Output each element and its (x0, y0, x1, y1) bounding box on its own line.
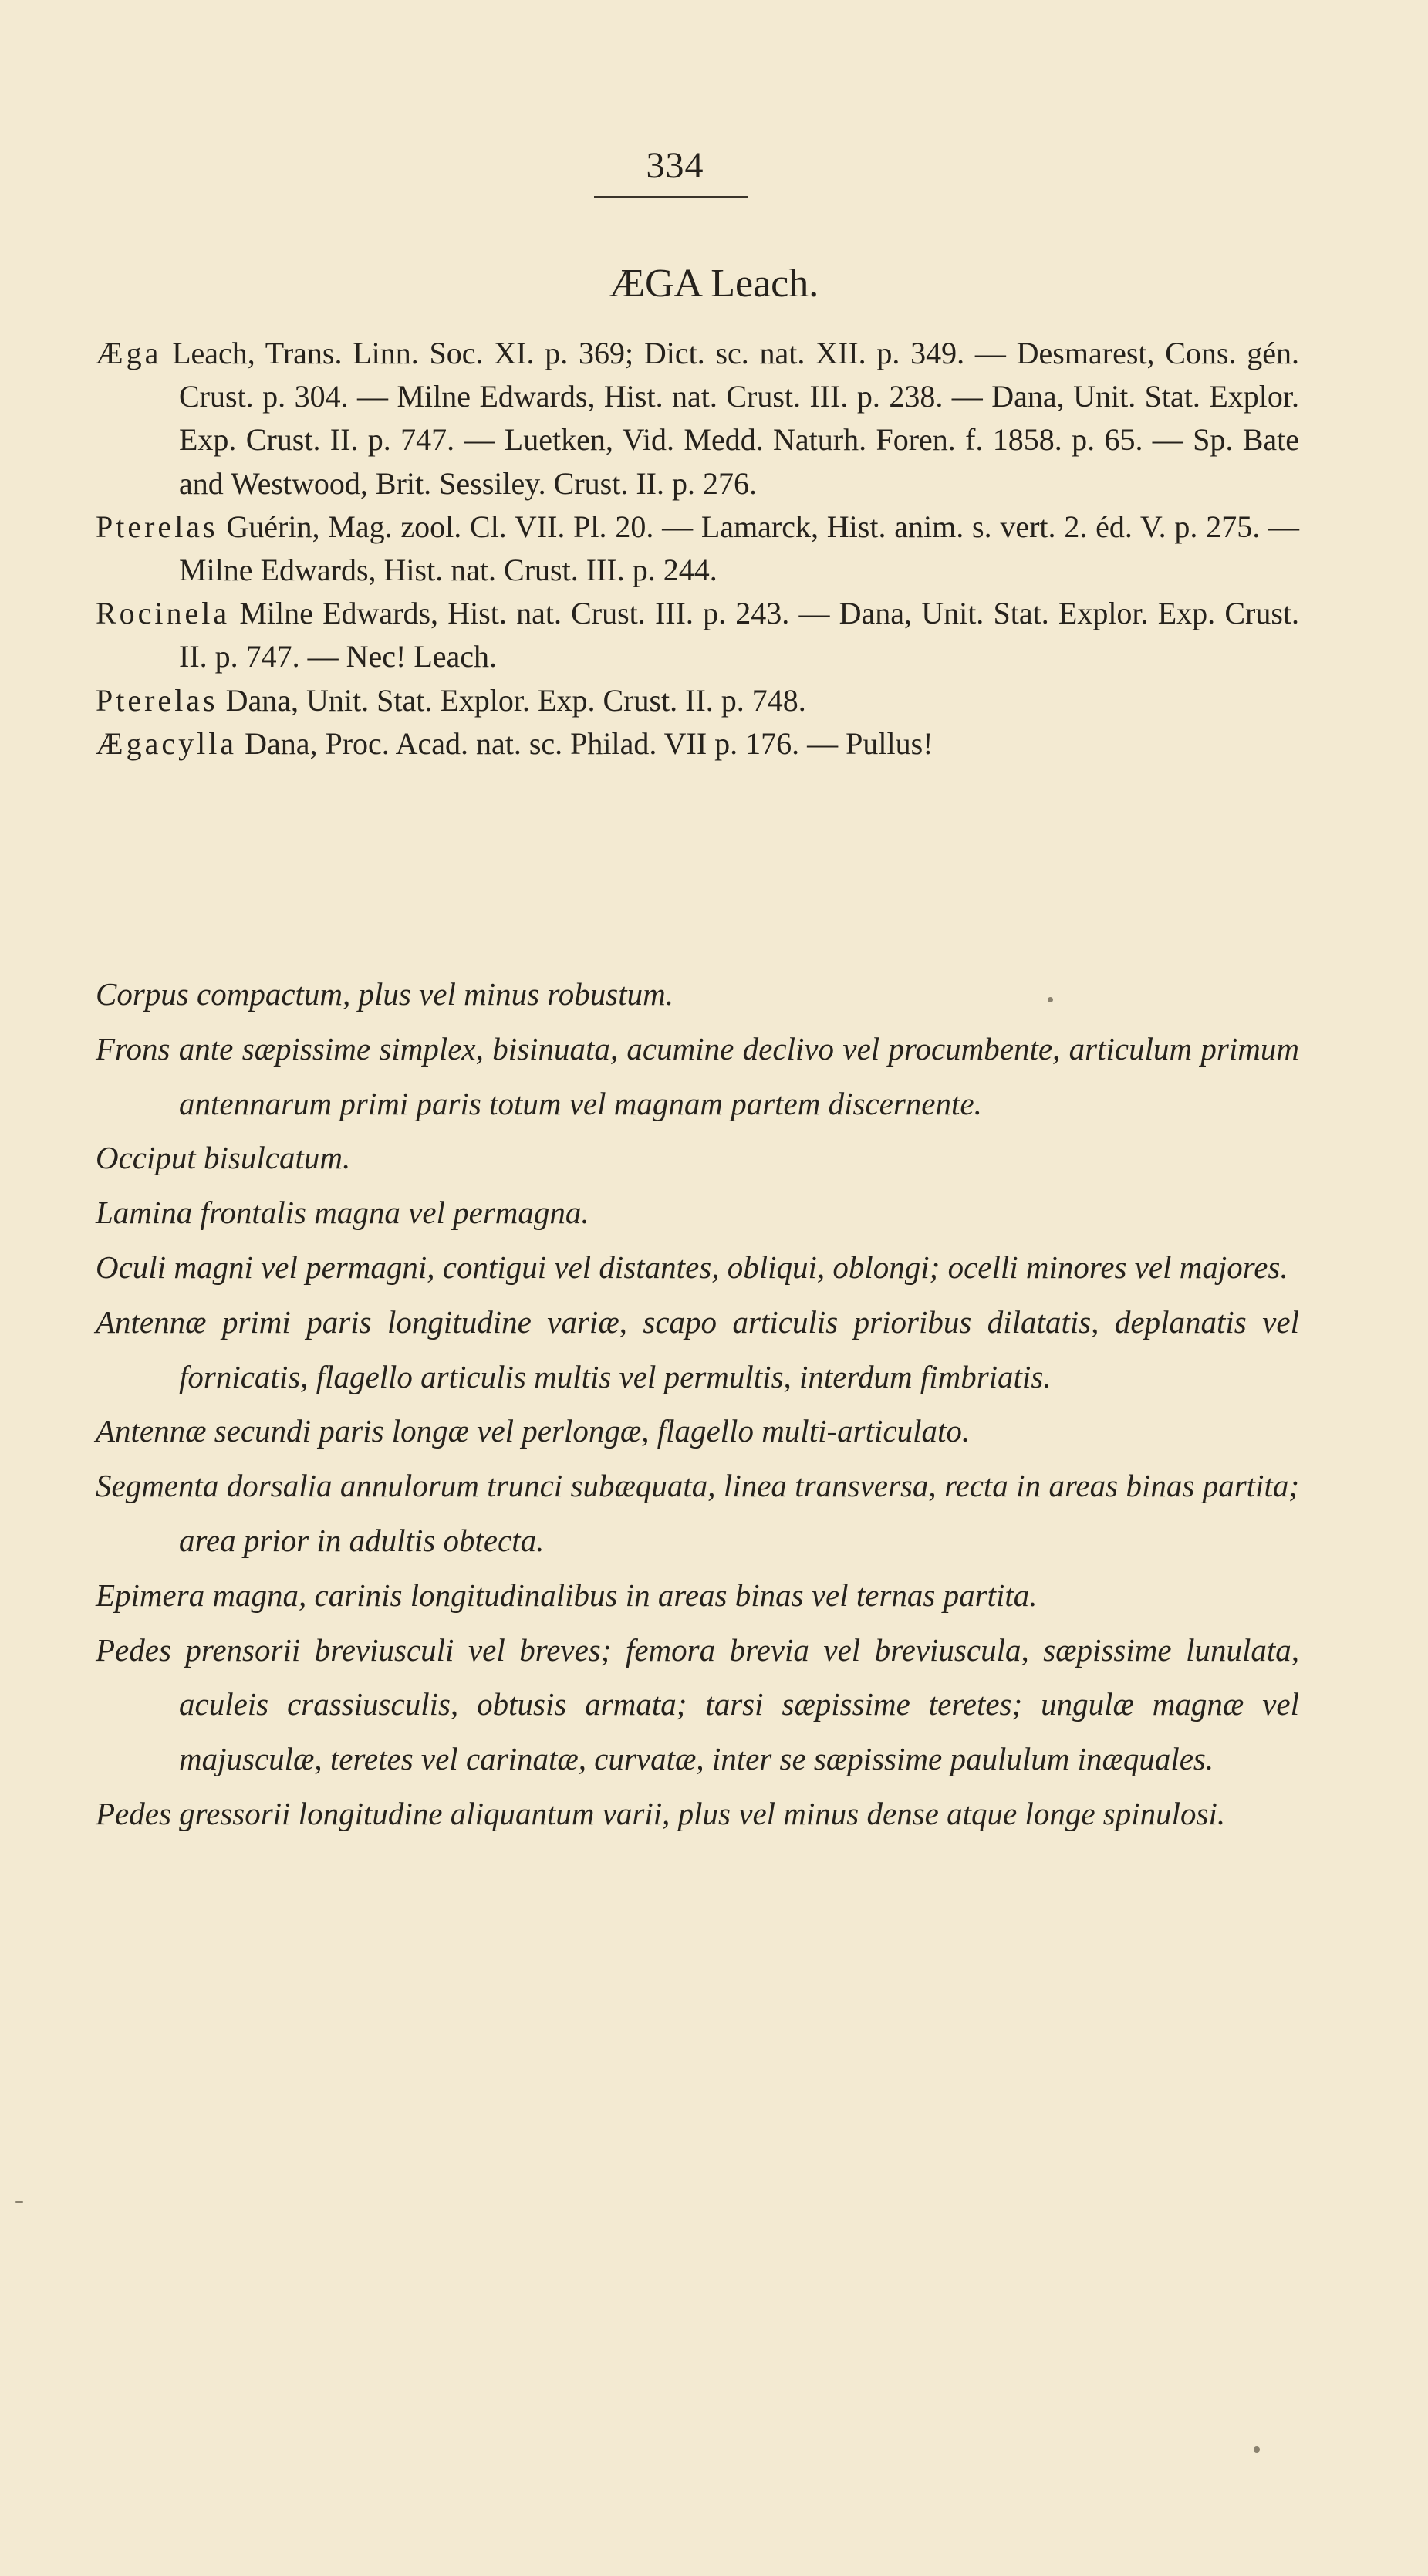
synonym-references: Milne Edwards, Hist. nat. Crust. III. p. 243. — Dana, Unit. Stat. Explor. Exp. Crust. II. p. 747. — Nec! Leach. (179, 596, 1300, 674)
synonymy-list (96, 332, 1299, 766)
genus-description (96, 967, 1299, 1841)
synonym-name: Æga (96, 336, 162, 370)
synonymy-entry (96, 505, 1299, 592)
description-paragraph: Lamina frontalis magna vel permagna. (96, 1195, 589, 1231)
page-number-rule (594, 196, 748, 198)
description-paragraph: Antennæ primi paris longitudine variæ, scapo articulis prioribus dilatatis, deplanatis vel fornicatis, flagello articulis multis vel permultis, interdum fimbriatis. (96, 1303, 1299, 1394)
description-paragraph: Antennæ secundi paris longæ vel perlongæ, flagello multi-articulato. (96, 1413, 971, 1449)
paper-speck (1048, 997, 1053, 1002)
description-paragraph: Occiput bisulcatum. (96, 1140, 351, 1176)
synonym-name: Ægacylla (96, 725, 238, 761)
paper-speck (15, 2201, 23, 2203)
synonym-name: Rocinela (96, 596, 231, 631)
synonymy-entry (96, 332, 1299, 505)
synonym-name: Pterelas (96, 682, 218, 718)
description-paragraph: Oculi magni vel permagni, contigui vel distantes, obliqui, oblongi; ocelli minores vel majores. (96, 1249, 1288, 1285)
page-number: 334 (646, 145, 704, 186)
synonym-references: Dana, Unit. Stat. Explor. Exp. Crust. II. p. 748. (225, 682, 806, 718)
synonym-references: Dana, Proc. Acad. nat. sc. Philad. VII p. 176. — Pullus! (245, 725, 933, 761)
paper-speck (1254, 2446, 1260, 2453)
synonym-name: Pterelas (96, 509, 218, 544)
synonym-references: Leach, Trans. Linn. Soc. XI. p. 369; Dict. sc. nat. XII. p. 349. — Desmarest, Cons. gén. Crust. p. 304. — Milne Edwards, Hist. nat. Crust. III. p. 238. — Dana, Unit. Stat. Explor. Exp. Crust. II. p. 747. — Luetken, Vid. Medd. Naturh. Foren. f. 1858. p. 65. — Sp. Bate and Westwood, Brit. Sessiley. Crust. II. p. 276. (172, 336, 1299, 501)
genus-heading: ÆGA Leach. (609, 262, 819, 306)
synonymy-entry (96, 592, 1299, 678)
synonymy-entry (96, 679, 1299, 722)
description-paragraph: Frons ante sæpissime simplex, bisinuata, acumine declivo vel procumbente, articulum primum antennarum primi paris totum vel magnam partem discernente. (96, 1030, 1299, 1121)
description-paragraph: Pedes prensorii breviusculi vel breves; femora brevia vel breviuscula, sæpissime lunulata, aculeis crassiusculis, obtusis armata; tarsi sæpissime teretes; ungulæ magnæ vel majusculæ, teretes vel carinatæ, curvatæ, inter se sæpissime paululum inæquales. (96, 1631, 1299, 1777)
synonym-references: Guérin, Mag. zool. Cl. VII. Pl. 20. — Lamarck, Hist. anim. s. vert. 2. éd. V. p. 275. — Milne Edwards, Hist. nat. Crust. III. p. 244. (179, 509, 1299, 588)
description-paragraph: Segmenta dorsalia annulorum trunci subæquata, linea transversa, recta in areas binas partita; area prior in adultis obtecta. (96, 1468, 1299, 1558)
description-paragraph: Pedes gressorii longitudine aliquantum varii, plus vel minus dense atque longe spinulosi. (96, 1795, 1226, 1831)
description-paragraph: Epimera magna, carinis longitudinalibus in areas binas vel ternas partita. (96, 1577, 1038, 1613)
synonymy-entry (96, 722, 1299, 766)
description-paragraph: Corpus compactum, plus vel minus robustum. (96, 976, 673, 1012)
